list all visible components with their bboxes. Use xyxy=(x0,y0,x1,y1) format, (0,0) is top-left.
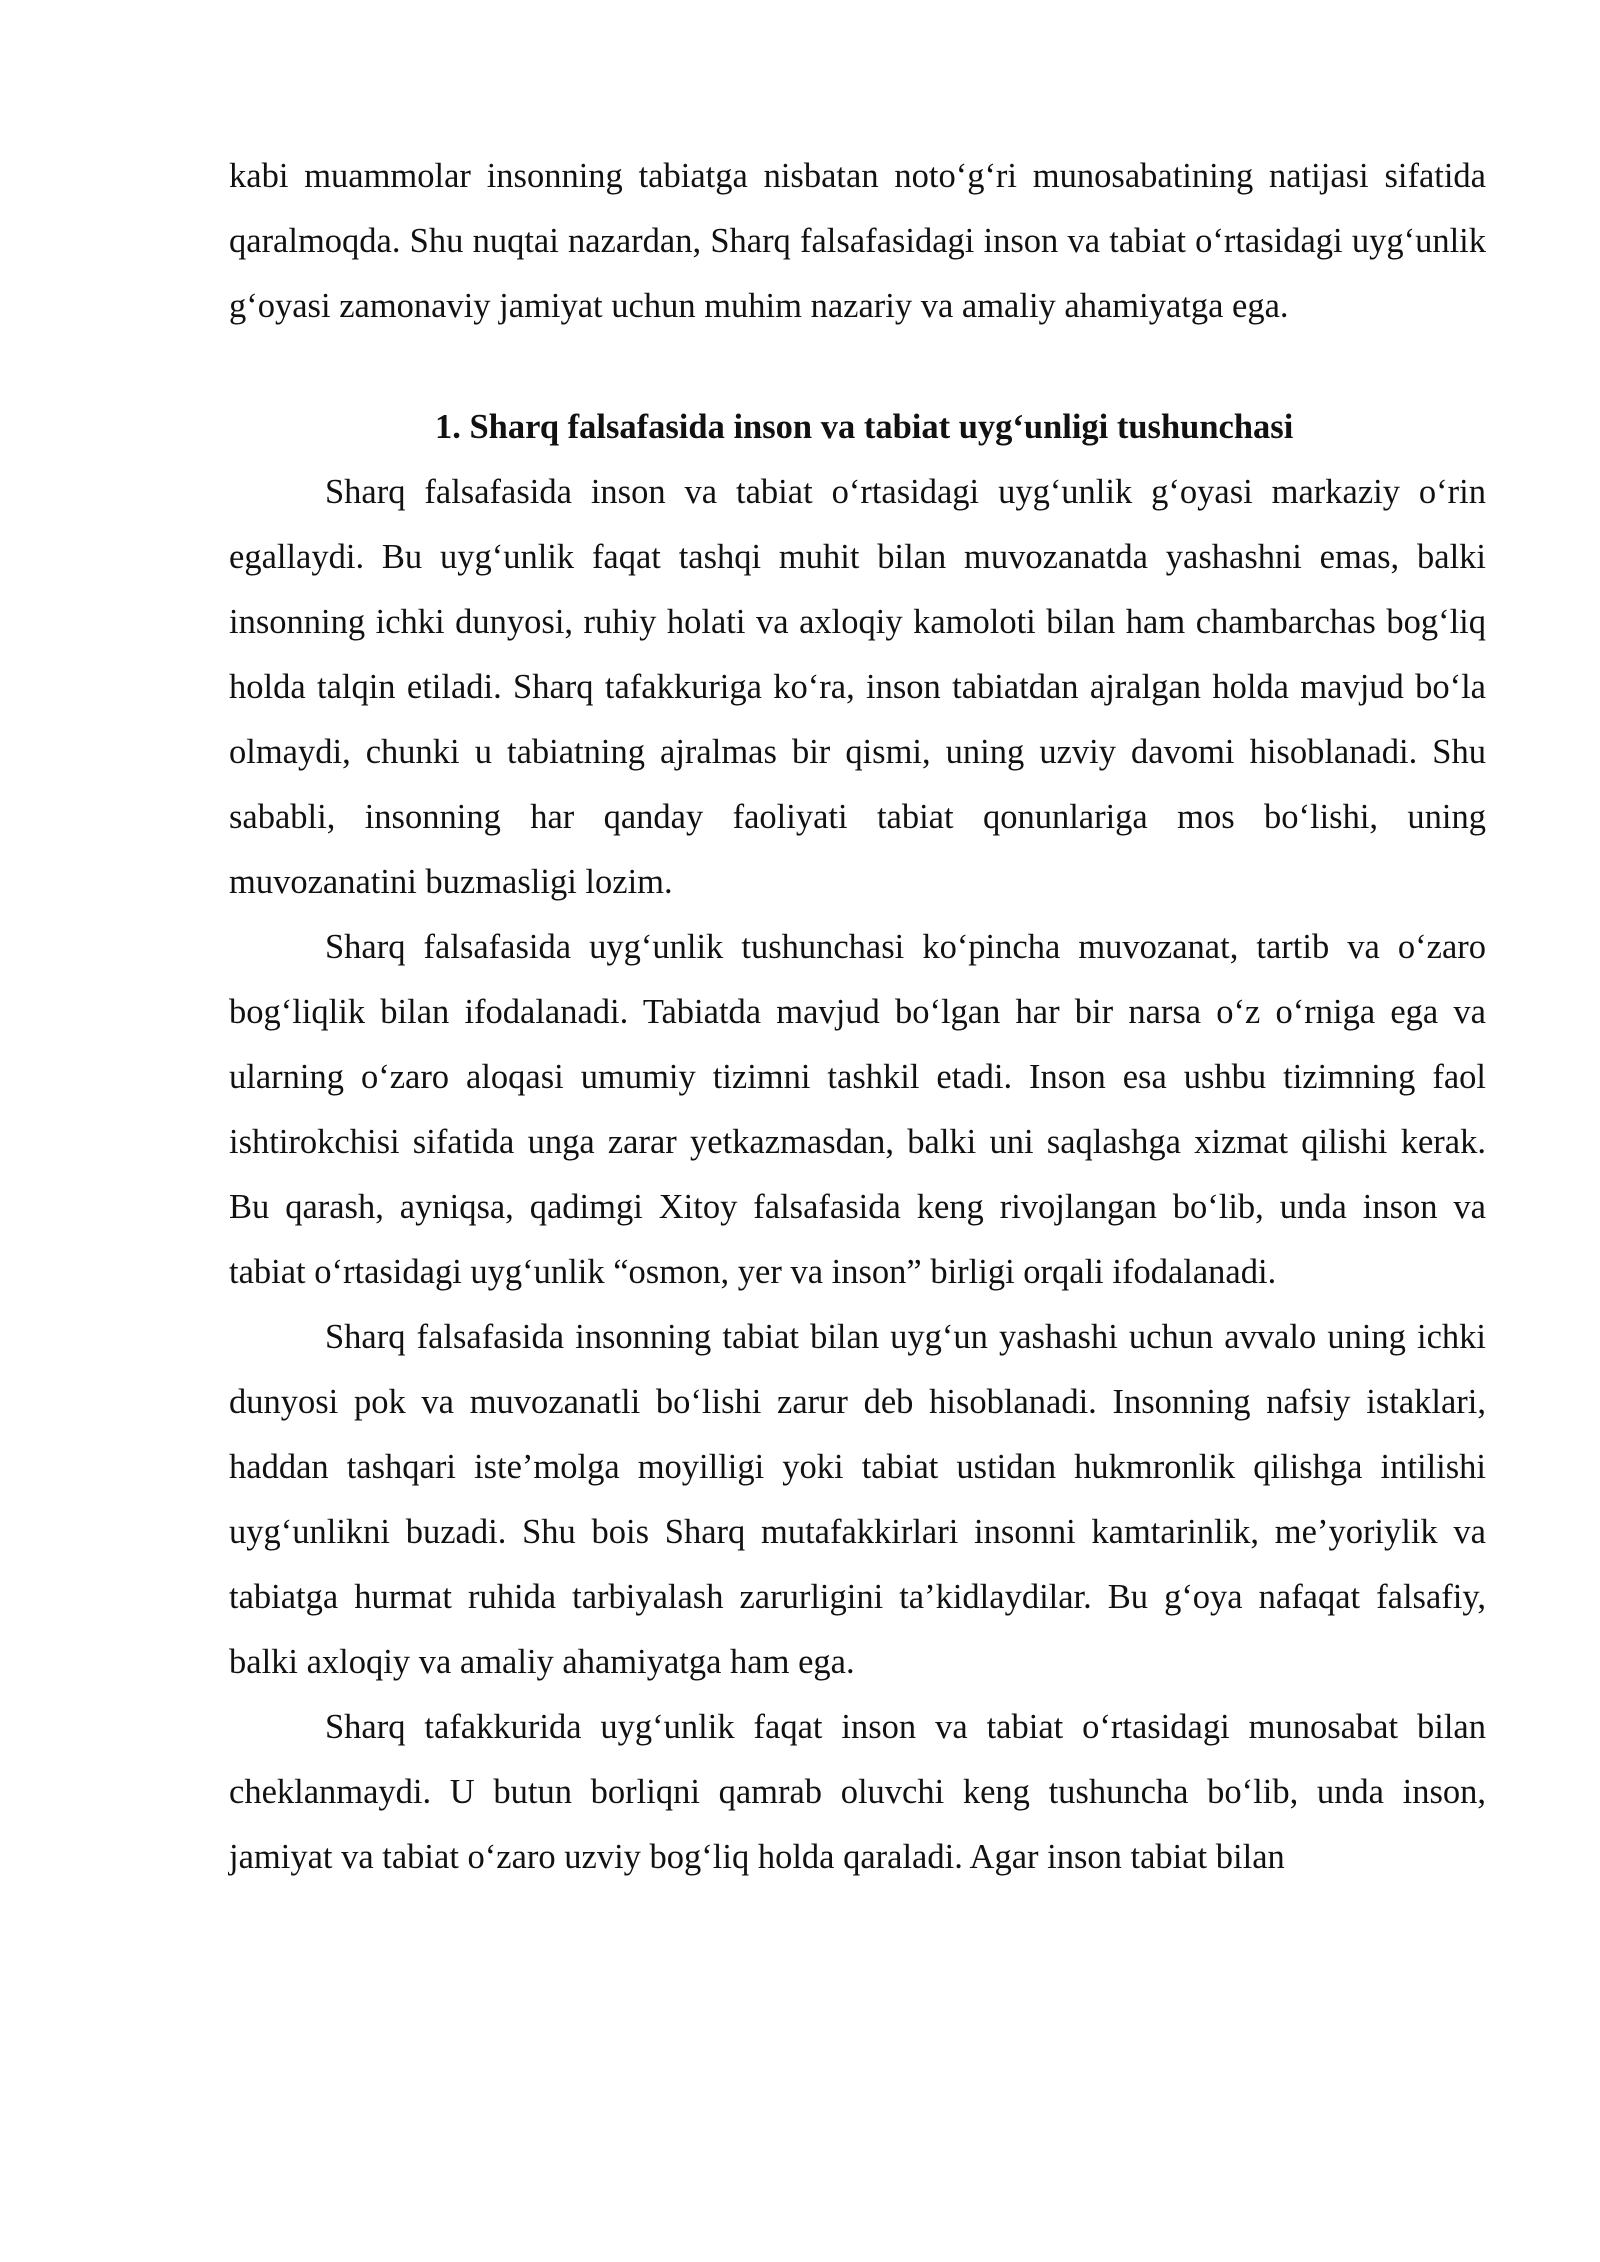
document-page xyxy=(229,144,1486,1890)
body-paragraph: Sharq tafakkurida uyg‘unlik faqat inson va tabiat o‘rtasidagi munosabat bilan cheklanmaydi. U butun borliqni qamrab oluvchi keng tushuncha bo‘lib, unda inson, jamiyat va tabiat o‘zaro uzviy bog‘liq holda qaraladi. Agar inson tabiat bilan xyxy=(229,1708,1486,1876)
body-paragraph: Sharq falsafasida inson va tabiat o‘rtasidagi uyg‘unlik g‘oyasi markaziy o‘rin egallaydi. Bu uyg‘unlik faqat tashqi muhit bilan muvozanatda yashashni emas, balki insonning ichki dunyosi, ruhiy holati va axloqiy kamoloti bilan ham chambarchas bog‘liq holda talqin etiladi. Sharq tafakkuriga ko‘ra, inson tabiatdan ajralgan holda mavjud bo‘la olmaydi, chunki u tabiatning ajralmas bir qismi, uning uzviy davomi hisoblanadi. Shu sababli, insonning har qanday faoliyati tabiat qonunlariga mos bo‘lishi, uning muvozanatini buzmasligi lozim. xyxy=(229,473,1486,901)
body-paragraph: Sharq falsafasida insonning tabiat bilan uyg‘un yashashi uchun avvalo uning ichki dunyosi pok va muvozanatli bo‘lishi zarur deb hisoblanadi. Insonning nafsiy istaklari, haddan tashqari iste’molga moyilligi yoki tabiat ustidan hukmronlik qilishga intilishi uyg‘unlikni buzadi. Shu bois Sharq mutafakkirlari insonni kamtarinlik, me’yoriylik va tabiatga hurmat ruhida tarbiyalash zarurligini ta’kidlaydilar. Bu g‘oya nafaqat falsafiy, balki axloqiy va amaliy ahamiyatga ham ega. xyxy=(229,1318,1486,1681)
section-heading: 1. Sharq falsafasida inson va tabiat uyg‘unligi tushunchasi xyxy=(435,408,1294,446)
intro-paragraph: kabi muammolar insonning tabiatga nisbatan noto‘g‘ri munosabatining natijasi sifatida qaralmoqda. Shu nuqtai nazardan, Sharq falsafasidagi inson va tabiat o‘rtasidagi uyg‘unlik g‘oyasi zamonaviy jamiyat uchun muhim nazariy va amaliy ahamiyatga ega. xyxy=(229,157,1486,325)
body-paragraph: Sharq falsafasida uyg‘unlik tushunchasi ko‘pincha muvozanat, tartib va o‘zaro bog‘liqlik bilan ifodalanadi. Tabiatda mavjud bo‘lgan har bir narsa o‘z o‘rniga ega va ularning o‘zaro aloqasi umumiy tizimni tashkil etadi. Inson esa ushbu tizimning faol ishtirokchisi sifatida unga zarar yetkazmasdan, balki uni saqlashga xizmat qilishi kerak. Bu qarash, ayniqsa, qadimgi Xitoy falsafasida keng rivojlangan bo‘lib, unda inson va tabiat o‘rtasidagi uyg‘unlik “osmon, yer va inson” birligi orqali ifodalanadi. xyxy=(229,928,1486,1291)
